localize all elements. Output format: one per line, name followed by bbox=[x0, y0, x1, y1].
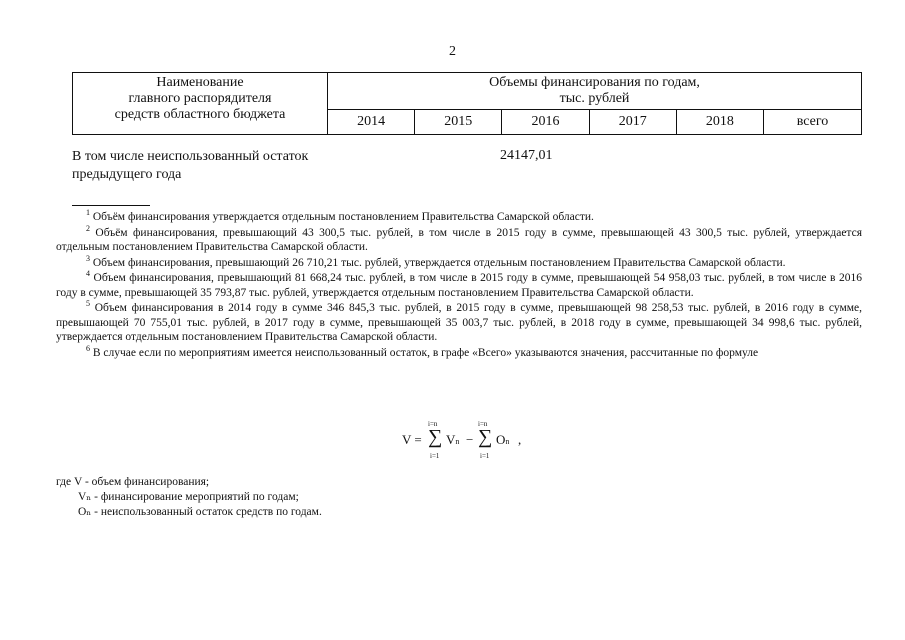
formula-term1: Vn bbox=[446, 432, 460, 447]
header-budget-holder: Наименование главного распорядителя средств областного бюджета bbox=[73, 73, 328, 135]
year-2018-header: 2018 bbox=[676, 110, 763, 135]
formula bbox=[402, 420, 542, 464]
header-financing-volumes: Объемы финансирования по годам, тыс. рублей bbox=[328, 73, 862, 110]
footnote-4: $^4$ Объем финансирования, превышающий 81 668,24 тыс. рублей, в том числе в 2015 году в сумме, превышающей 54 958,03 тыс. рублей, в том числе в 2016 году в сумме, превышающей 35 793,87 тыс. рублей, утверждается отдельным постановлением Правительства Самарской области. bbox=[56, 269, 862, 299]
formula-tail: , bbox=[518, 432, 522, 447]
sum2-sigma-icon: ∑ bbox=[478, 426, 493, 448]
page-number: 2 bbox=[449, 44, 456, 59]
formula-term2: On bbox=[496, 432, 510, 447]
year-2014-header: 2014 bbox=[328, 110, 415, 135]
unused-balance-label: В том числе неиспользованный остаток предыдущего года bbox=[72, 149, 309, 182]
sum1-upper-limit: i=n bbox=[428, 420, 438, 428]
footnote-1: $^1$ Объём финансирования утверждается отдельным постановлением Правительства Самарской области. bbox=[86, 208, 594, 223]
year-2015-header: 2015 bbox=[415, 110, 502, 135]
footnote-3: $^3$ Объем финансирования, превышающий 26 710,21 тыс. рублей, утверждается отдельным постановлением Правительства Самарской области. bbox=[86, 253, 786, 269]
footnote-separator bbox=[72, 205, 150, 206]
sum2-upper-limit: i=n bbox=[478, 420, 488, 428]
financing-table bbox=[72, 72, 862, 135]
footnotes bbox=[56, 210, 862, 361]
sum1-sigma-icon: ∑ bbox=[428, 426, 443, 448]
year-2017-header: 2017 bbox=[589, 110, 676, 135]
legend-line-v: где V - объем финансирования; bbox=[56, 476, 210, 488]
unused-balance-value: 24147,01 bbox=[500, 148, 553, 163]
sum1-lower-limit: i=1 bbox=[430, 452, 440, 460]
formula-legend bbox=[56, 475, 322, 520]
footnote-2: $^2$ Объём финансирования, превышающий 43 300,5 тыс. рублей, в том числе в 2015 году в сумме, превышающей 43 300,5 тыс. рублей, утверждается отдельным постановлением Правительства Самарской области. bbox=[56, 223, 862, 253]
legend-line-vn: Vₙ - финансирование мероприятий по годам; bbox=[78, 491, 299, 503]
legend-line-on: Oₙ - неиспользованный остаток средств по годам. bbox=[78, 506, 322, 518]
total-header: всего bbox=[764, 110, 862, 135]
year-2016-header: 2016 bbox=[502, 110, 589, 135]
footnote-6: $^6$ В случае если по мероприятиям имеется неиспользованный остаток, в графе «Всего» указываются значения, рассчитанные по формуле bbox=[86, 343, 759, 359]
formula-lhs: V = bbox=[402, 432, 422, 447]
sum2-lower-limit: i=1 bbox=[480, 452, 490, 460]
formula-minus: − bbox=[466, 432, 474, 447]
footnote-5: $^5$ Объем финансирования в 2014 году в сумме 346 845,3 тыс. рублей, в 2015 году в сумме, превышающей 98 258,53 тыс. рублей, в 2016 году в сумме, превышающей 70 755,01 тыс. рублей, в 2017 году в сумме, превышающей 35 003,7 тыс. рублей, в 2018 году в сумме, превышающей 34 998,6 тыс. рублей, утверждается отдельным постановлением Правительства Самарской области. bbox=[56, 299, 863, 343]
